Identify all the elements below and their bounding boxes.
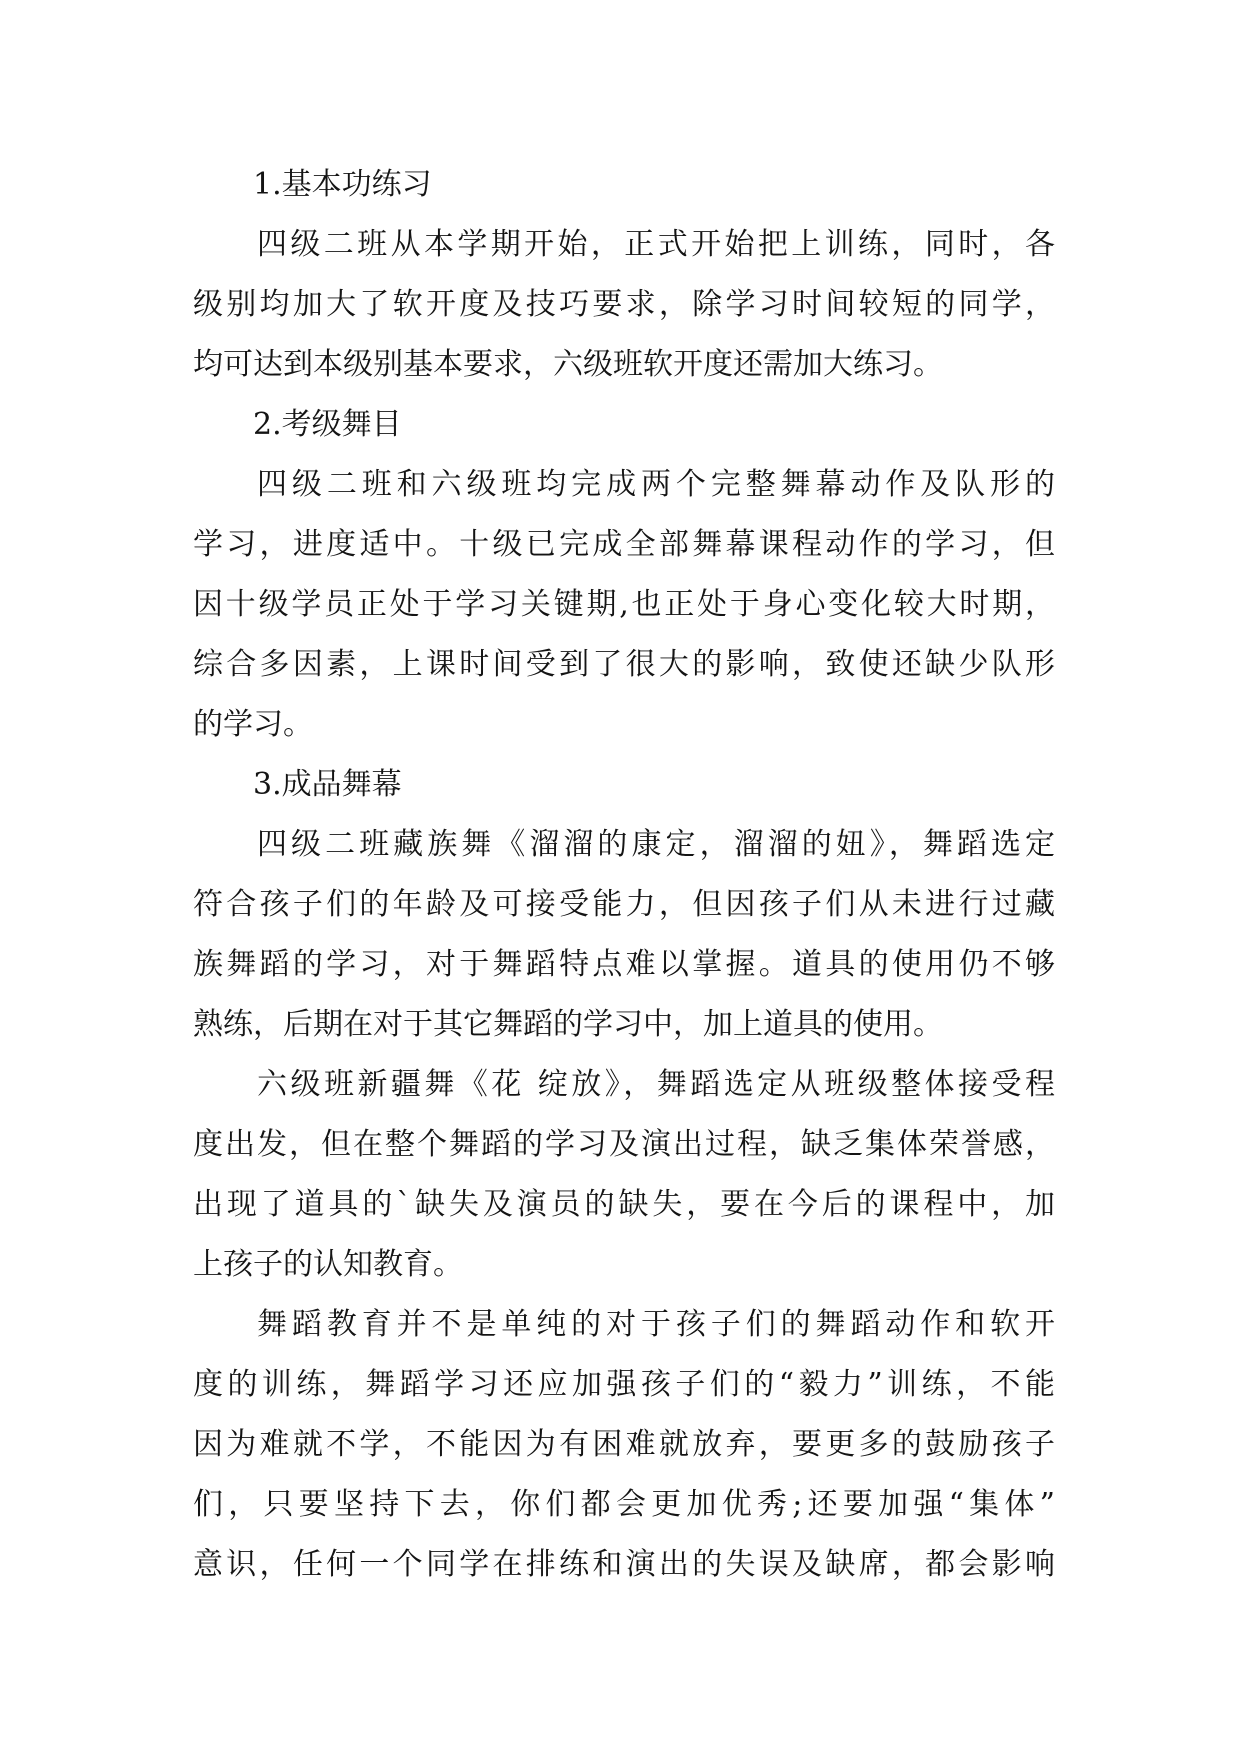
paragraph-line: 综合多因素，上课时间受到了很大的影响，致使还缺少队形	[193, 647, 1055, 682]
paragraph-line: 因十级学员正处于学习关键期,也正处于身心变化较大时期，	[193, 587, 1055, 622]
section-heading-3: 3.成品舞幕	[253, 767, 402, 802]
paragraph-line: 意识，任何一个同学在排练和演出的失误及缺席，都会影响	[193, 1547, 1055, 1582]
paragraph-line: 舞蹈教育并不是单纯的对于孩子们的舞蹈动作和软开	[257, 1307, 1055, 1342]
paragraph-line: 度的训练，舞蹈学习还应加强孩子们的“毅力”训练，不能	[193, 1367, 1055, 1402]
paragraph-tibetan-dance	[193, 815, 1055, 1055]
paragraph-line: 均可达到本级别基本要求，六级班软开度还需加大练习。	[193, 347, 943, 382]
paragraph-dance-education	[193, 1295, 1055, 1595]
paragraph-line: 四级二班从本学期开始，正式开始把上训练，同时，各	[257, 227, 1055, 262]
paragraph-line: 符合孩子们的年龄及可接受能力，但因孩子们从未进行过藏	[193, 887, 1055, 922]
paragraph-line: 度出发，但在整个舞蹈的学习及演出过程，缺乏集体荣誉感，	[193, 1127, 1055, 1162]
paragraph-line: 四级二班和六级班均完成两个完整舞幕动作及队形的	[257, 467, 1055, 502]
paragraph-line: 上孩子的认知教育。	[193, 1247, 463, 1282]
paragraph-exam-dances	[193, 455, 1055, 755]
paragraph-line: 们，只要坚持下去，你们都会更加优秀;还要加强“集体”	[193, 1487, 1055, 1522]
paragraph-basic-skills	[193, 215, 1055, 395]
paragraph-line: 学习，进度适中。十级已完成全部舞幕课程动作的学习，但	[193, 527, 1055, 562]
section-heading-1: 1.基本功练习	[253, 167, 432, 202]
paragraph-line: 的学习。	[193, 707, 313, 742]
paragraph-line: 四级二班藏族舞《溜溜的康定，溜溜的妞》，舞蹈选定	[257, 827, 1055, 862]
section-heading-2: 2.考级舞目	[253, 407, 402, 442]
paragraph-line: 级别均加大了软开度及技巧要求，除学习时间较短的同学，	[193, 287, 1055, 322]
paragraph-line: 族舞蹈的学习，对于舞蹈特点难以掌握。道具的使用仍不够	[193, 947, 1055, 982]
paragraph-line: 熟练，后期在对于其它舞蹈的学习中，加上道具的使用。	[193, 1007, 943, 1042]
document-page	[193, 155, 1055, 1595]
paragraph-xinjiang-dance	[193, 1055, 1055, 1295]
paragraph-line: 出现了道具的`缺失及演员的缺失，要在今后的课程中，加	[193, 1187, 1055, 1222]
paragraph-line: 六级班新疆舞《花 绽放》，舞蹈选定从班级整体接受程	[257, 1067, 1055, 1102]
paragraph-line: 因为难就不学，不能因为有困难就放弃，要更多的鼓励孩子	[193, 1427, 1055, 1462]
